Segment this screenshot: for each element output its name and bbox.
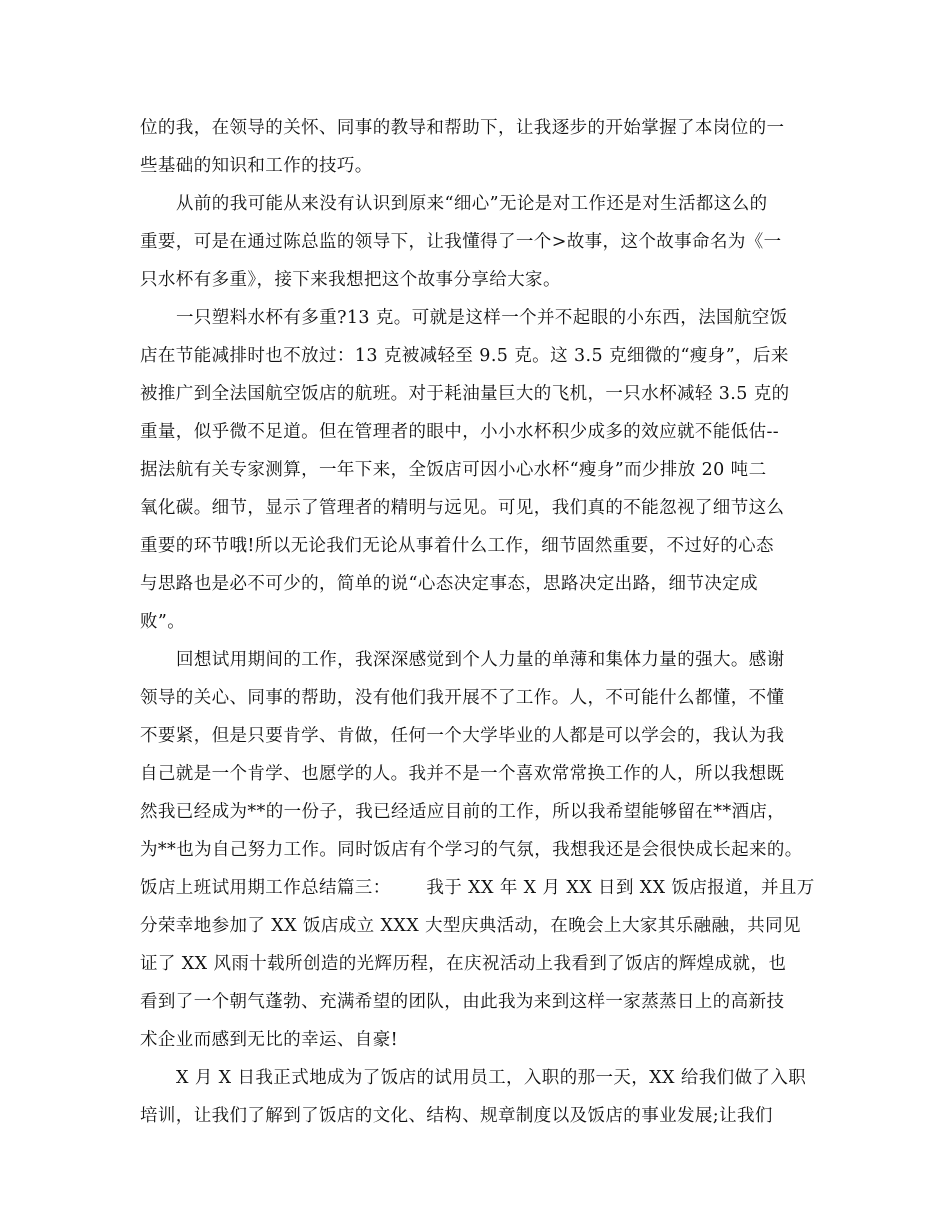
section-heading-line: 饭店上班试用期工作总结篇三： 我于 XX 年 X 月 XX 日到 XX 饭店报道，并且万	[140, 878, 815, 898]
text-line: 一只塑料水杯有多重?13 克。可就是这样一个并不起眼的小东西，法国航空饭	[176, 308, 788, 328]
text-line: 分荣幸地参加了 XX 饭店成立 XXX 大型庆典活动，在晚会上大家其乐融融，共同见	[140, 916, 801, 936]
text-line: 被推广到全法国航空饭店的航班。对于耗油量巨大的飞机，一只水杯减轻 3.5 克的	[140, 384, 790, 404]
text-line: 重量，似乎微不足道。但在管理者的眼中，小小水杯积少成多的效应就不能低估--	[140, 422, 780, 442]
text-line: 然我已经成为**的一份子，我已经适应目前的工作，所以我希望能够留在**酒店，	[140, 802, 786, 822]
text-line: 从前的我可能从来没有认识到原来“细心”无论是对工作还是对生活都这么的	[176, 194, 768, 214]
text-line: 术企业而感到无比的幸运、自豪!	[140, 1030, 399, 1050]
text-line: 看到了一个朝气蓬勃、充满希望的团队，由此我为来到这样一家蒸蒸日上的高新技	[140, 992, 785, 1012]
text-line: 回想试用期间的工作，我深深感觉到个人力量的单薄和集体力量的强大。感谢	[176, 650, 785, 670]
text-line: 店在节能减排时也不放过：13 克被减轻至 9.5 克。这 3.5 克细微的“瘦身”，后来	[140, 346, 789, 366]
text-line: 氧化碳。细节，显示了管理者的精明与远见。可见，我们真的不能忽视了细节这么	[140, 498, 785, 518]
text-line: 与思路也是必不可少的，简单的说“心态决定事态，思路决定出路，细节决定成	[140, 574, 758, 594]
text-line: 败”。	[140, 612, 186, 632]
text-line: 些基础的知识和工作的技巧。	[140, 156, 373, 176]
text-line: 为**也为自己努力工作。同时饭店有个学习的气氛，我想我还是会很快成长起来的。	[140, 840, 803, 860]
text-line: 重要，可是在通过陈总监的领导下，让我懂得了一个>故事，这个故事命名为《一	[140, 232, 782, 252]
text-line: 不要紧，但是只要肯学、肯做，任何一个大学毕业的人都是可以学会的，我认为我	[140, 726, 785, 746]
text-line: 证了 XX 风雨十载所创造的光辉历程，在庆祝活动上我看到了饭店的辉煌成就，也	[140, 954, 787, 974]
text-line: 位的我，在领导的关怀、同事的教导和帮助下，让我逐步的开始掌握了本岗位的一	[140, 118, 785, 138]
text-line: 自己就是一个肯学、也愿学的人。我并不是一个喜欢常常换工作的人，所以我想既	[140, 764, 785, 784]
text-line: 只水杯有多重》，接下来我想把这个故事分享给大家。	[140, 270, 561, 290]
text-line: 培训，让我们了解到了饭店的文化、结构、规章制度以及饭店的事业发展;让我们	[140, 1106, 773, 1126]
text-line: 据法航有关专家测算，一年下来，全饭店可因小心水杯“瘦身”而少排放 20 吨二	[140, 460, 767, 480]
text-line: 领导的关心、同事的帮助，没有他们我开展不了工作。人，不可能什么都懂，不懂	[140, 688, 785, 708]
text-line: X 月 X 日我正式地成为了饭店的试用员工，入职的那一天，XX 给我们做了入职	[176, 1068, 807, 1088]
text-line: 重要的环节哦!所以无论我们无论从事着什么工作，细节固然重要，不过好的心态	[140, 536, 774, 556]
